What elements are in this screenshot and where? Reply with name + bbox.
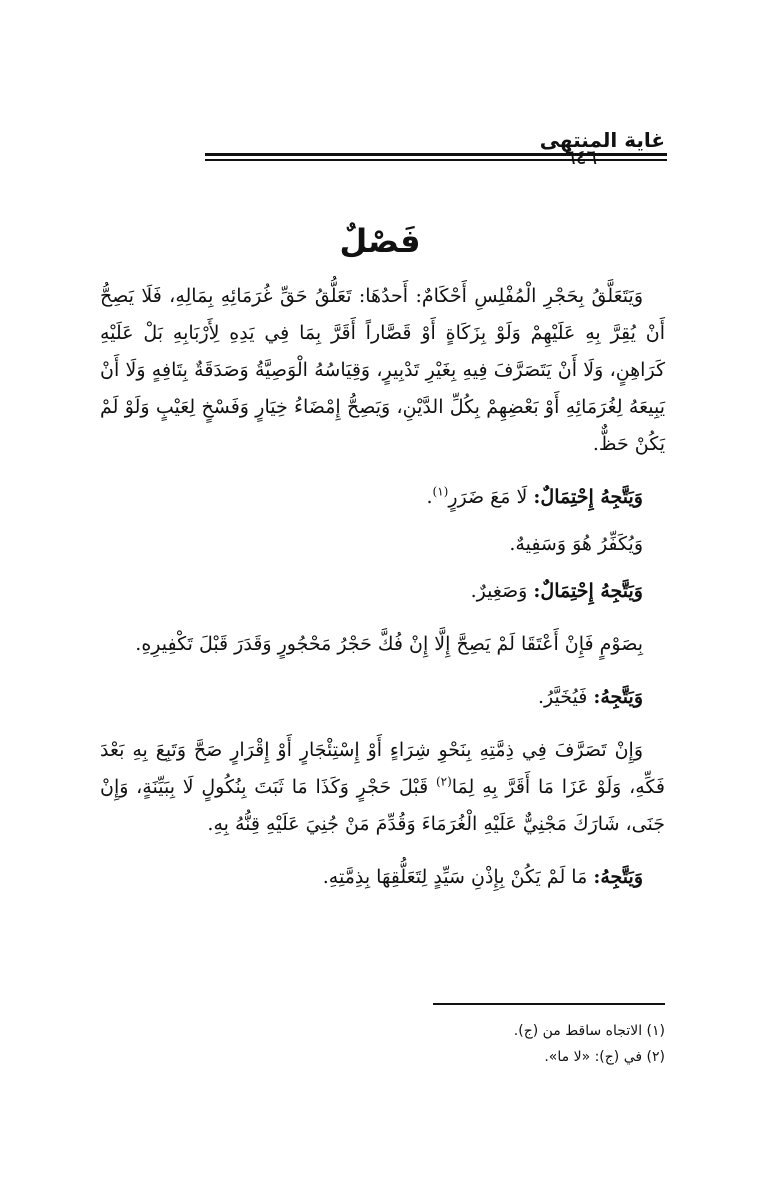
paragraph-7 bbox=[100, 732, 665, 843]
paragraph-7-text-b: قَبْلَ حَجْرٍ وَكَذَا مَا ثَبَتَ بِنُكُولٍ لَا بِبَيِّنَةٍ، وَإِنْ جَنَى، شَارَكَ مَجْنِيٌّ عَلَيْهِ الْغُرَمَاءَ وَقُدِّمَ مَنْ جُنِيَ عَلَيْهِ قِنُّهُ بِهِ. bbox=[100, 776, 665, 835]
body-text bbox=[100, 278, 665, 912]
page-number: ٦٤٦ bbox=[565, 145, 598, 169]
footnote-1: (١) الاتجاه ساقط من (ج). bbox=[513, 1023, 665, 1039]
ittijah-label: وَيَتَّجِهُ: bbox=[593, 866, 643, 888]
footnote-2: (٢) في (ج): «لا ما». bbox=[544, 1049, 665, 1065]
footnote-ref-2[interactable]: (٢) bbox=[435, 774, 452, 789]
paragraph-8-text: مَا لَمْ يَكُنْ بِإِذْنِ سَيِّدٍ لِتَعَلُّقِهَا بِذِمَّتِهِ. bbox=[322, 866, 588, 888]
footnote-separator bbox=[433, 1003, 665, 1005]
paragraph-5: بِصَوْمٍ فَإِنْ أَعْتَقَا لَمْ يَصِحَّ إِلَّا إِنْ فُكَّ حَجْرُ مَحْجُورٍ وَقَدَرَ قَبْلَ تَكْفِيرِهِ. bbox=[135, 633, 643, 655]
paragraph-6-text: فَيُخَيَّرُ. bbox=[537, 686, 588, 708]
ittijah-label: وَيَتَّجِهُ: bbox=[593, 686, 643, 708]
ittijah-label: وَيَتَّجِهُ إِحْتِمَالٌ: bbox=[533, 486, 643, 508]
paragraph-2-end: . bbox=[426, 486, 433, 508]
paragraph-1: وَيَتَعَلَّقُ بِحَجْرِ الْمُفْلِسِ أَحْكَامٌ: أَحدُهَا: تَعَلُّقُ حَقِّ غُرَمَائِهِ بِمَالِهِ، فَلَا يَصِحُّ أَنْ يُقِرَّ بِهِ عَلَيْهِمْ وَلَوْ بِزَكَاةٍ أَوْ قَصَّاراً أَقَرَّ بِمَا فِي يَدِهِ لِأَرْبَابِهِ بَلْ عَلَيْهِ كَرَاهِنٍ، وَلَا أَنْ يَتَصَرَّفَ فِيهِ بِغَيْرِ تَدْبِيرٍ، وَقِيَاسُهُ الْوَصِيَّةُ وَصَدَقَةٌ بِتَافِهٍ وَلَا أَنْ يَبِيعَهُ لِغُرَمَائِهِ أَوْ بَعْضِهِمْ بِكُلِّ الدَّيْنِ، وَيَصِحُّ إِمْضَاءُ خِيَارٍ وَفَسْخٍ لِعَيْبٍ وَلَوْ لَمْ يَكُنْ حَظٌّ. bbox=[100, 285, 665, 455]
paragraph-6 bbox=[100, 679, 665, 716]
paragraph-7-text-a: وَإِنْ تَصَرَّفَ فِي ذِمَّتِهِ بِنَحْوِ شِرَاءٍ أَوْ إِسْتِئْجَارٍ أَوْ إِقْرَارٍ صَحَّ وَتَبِعَ بِهِ بَعْدَ فَكِّهِ، وَلَوْ عَزَا مَا أَقَرَّ بِهِ لِمَا bbox=[100, 739, 665, 798]
paragraph-4-text: وَصَغِيرٌ. bbox=[470, 580, 528, 602]
header-rule-short bbox=[635, 153, 667, 163]
running-title: غاية المنتهى bbox=[539, 128, 665, 152]
header-rule-short-thin-line bbox=[635, 159, 667, 161]
paragraph-4 bbox=[100, 573, 665, 610]
footnotes bbox=[514, 1018, 665, 1070]
paragraph-2-text: لَا مَعَ ضَرَرٍ bbox=[448, 486, 528, 508]
paragraph-3: وَيُكَفِّرُ هُوَ وَسَفِيهٌ. bbox=[509, 533, 643, 555]
section-title: فَصْلٌ bbox=[339, 222, 421, 260]
footnote-ref-1[interactable]: (١) bbox=[432, 484, 449, 499]
paragraph-2 bbox=[100, 479, 665, 516]
paragraph-8 bbox=[100, 859, 665, 896]
header-rule-short-thick-line bbox=[635, 153, 667, 156]
ittijah-label: وَيَتَّجِهُ إِحْتِمَالٌ: bbox=[533, 580, 643, 602]
